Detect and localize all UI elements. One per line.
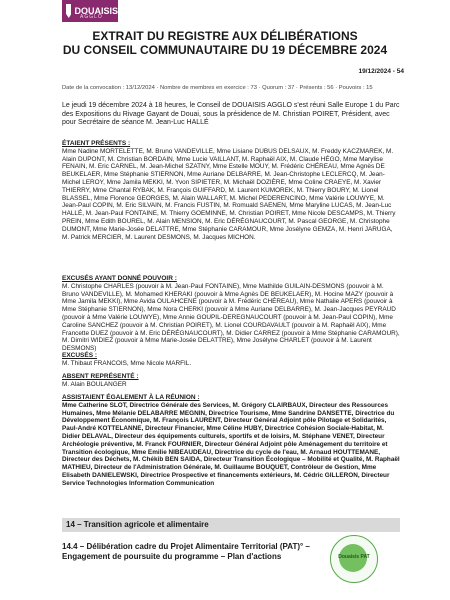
assisting-list: Mme Catherine SLOT, Directrice Générale des Services, M. Grégory CLAIRBAUX, Directeur des Ressources Humaines, Mme Mélanie DELABARRE MEGNIN, Directrice Tourisme, Mme Sandrine DANSETTE, Directrice du Développement Économique, M. François LAURENT, Directeur Général Adjoint pôle Pilotage et Solidarités, Paul-André KOTTELANNE, Directeur Financier, Mme Céline HUBY, Directrice Cohésion Sociale-Habitat, M. Didier DELAVAL, Directeur des équipements culturels, sportifs et de loisirs, M. Stéphane VENET, Directeur Archéologie préventive, M. Franck FOURNIER, Directeur Général Adjoint pôle Aménagement du territoire et Transition écologique, Mme Emilie NIBEAUDEAU, Directrice du cycle de l'eau, M. Arnaud HOUTTEMANE, Directeur des Déchets, M. Chékib BEN SAIDA, Directeur Transition Écologique – Mobilité et Qualité, M. Raphaël MATHIEU, Directeur de l'Administration Générale, M. Guillaume BOUQUET, Contrôleur de Gestion, Mme Elisabeth DANIELEWSKI, Directrice Prospective et financements extérieurs, M. Cédric GILLERON, Directeur Service Technologies Information Communication <box>62 401 400 487</box>
logo-name: DOUAISIS <box>74 5 118 16</box>
pat-badge-icon <box>330 535 378 583</box>
excused-heading: EXCUSÉS : <box>62 352 98 359</box>
assisting-section <box>62 394 400 488</box>
present-heading: ÉTAIENT PRÉSENTS : <box>62 140 131 147</box>
logo-shield-icon <box>66 4 71 18</box>
excused-section <box>62 352 400 368</box>
document-title <box>0 29 450 57</box>
excused-power-section <box>62 275 400 353</box>
present-section <box>62 140 400 241</box>
session-metadata: Date de la convocation : 13/12/2024 · Nombre de membres en exercice : 73 · Quorum : 37 · Présents : 56 · Pouvoirs : 15 <box>62 85 373 91</box>
absent-list: M. Alain BOULANGER <box>62 380 127 388</box>
absent-section <box>62 373 400 389</box>
deliberation-reference: 19/12/2024 - 54 <box>358 68 404 75</box>
title-line-1: EXTRAIT DU REGISTRE AUX DÉLIBÉRATIONS <box>92 29 358 43</box>
present-list: Mme Nadine MORTELETTE, M. Bruno VANDEVILLE, Mme Lisiane DUBUS DELSAUX, M. Freddy KACZMAREK, M. Alain DUPONT, M. Christian BORDAIN, Mme Lucie VAILLANT, M. Raphaël AIX, M. Claude HÉGO, Mme Marylise FENAIN, M. Eric CARNEL, M. Jean-Michel SZATNY, Mme Estelle MOUY, M. Frédéric CHÉREAU, Mme Agnès DE BEUKELAER, Mme Stéphanie STIERNON, Mme Auriane DELBARRE, M. Jean-Christophe LECLERCQ, M. Jean-Michel LEROY, Mme Jamila MEKKI, M. Yvon SIPIETER, M. Michaël DOZIÈRE, Mme Coline CRAEYE, M. Xavier THIERRY, Mme Chantal RYBAK, M. François GUIFFARD, M. Laurent KUMOREK, M. Thierry BOURY, M. Lionel BLASSEL, Mme Florence GEORGES, M. Alain WALLART, M. Michel PEDERENCINO, Mme Valérie LOUWYE, M. Jean-Paul COPIN, M. Eric SILVAIN, M. Francis FUSTIN, M. Romuald SAENEN, Mme Maryline LUCAS, M. Jean-Luc HALLÉ, M. Jean-Paul FONTAINE, M. Thierry GOEMINNE, M. Christian POIRET, Mme Nicole DESCAMPS, M. Thierry PREIN, Mme Edith BOUREL, M. Alain MENSION, M. Eric DÉRÉGNAUCOURT, M. Pascal GEORGE, M. Christophe DUMONT, Mme Marie-Josée DELATTRE, Mme Stéphanie CARAMOUR, Mme Josélyne GEMZA, M. Henri JARUGA, M. Patrick MERCIER, M. Laurent DESMONS, M. Jacques MICHON. <box>62 147 396 241</box>
assisting-heading: ASSISTAIENT ÉGALEMENT À LA RÉUNION : <box>62 394 200 401</box>
badge-text: Douaisis PAT <box>338 554 370 560</box>
excused-power-heading: EXCUSÉS AYANT DONNÉ POUVOIR : <box>62 275 177 282</box>
title-line-2: DU CONSEIL COMMUNAUTAIRE DU 19 DÉCEMBRE 2024 <box>62 43 388 57</box>
excused-power-list: M. Christophe CHARLES (pouvoir à M. Jean-Paul FONTAINE), Mme Mathilde GUILAIN-DESMONS (pouvoir à M. Bruno VANDEVILLE), M. Mohamed KHERAKI (pouvoir à Mme Agnès DE BEUKELAER), M. Hocine MAZY (pouvoir à Mme Jamila MEKKI), Mme Avida OULAHCENE (pouvoir à M. Frédéric CHÉREAU), Mme Nathalie APERS (pouvoir à Mme Stéphanie STIERNON), Mme Nora CHERKI (pouvoir à Mme Auriane DELBARRE), M. Jean-Jacques PEYRAUD (pouvoir à Mme Valérie LOUWYE), Mme Annie GOUPIL-DEREGNAUCOURT (pouvoir à M. Jean-Paul COPIN), Mme Caroline SANCHEZ (pouvoir à M. Christian POIRET), M. Lionel COURDAVAULT (pouvoir à M. Raphaël AIX), Mme Francette DUEZ (pouvoir à M. Eric DÉRÉGNAUCOURT), M. Didier CARREZ (pouvoir à Mme Stéphanie CARAMOUR), M. Dimitri WIDIEZ (pouvoir à Mme Marie-Josée DELATTRE), Mme Josélyne CHARLET (pouvoir à M. Laurent DESMONS) <box>62 282 400 353</box>
absent-heading: ABSENT REPRÉSENTÉ : <box>62 373 139 380</box>
logo-sub: AGGLO <box>80 14 103 20</box>
deliberation-title: 14.4 – Délibération cadre du Projet Alimentaire Territorial (PAT)° – Engagement de poursuite du programme – Plan d'actions <box>62 542 310 561</box>
excused-list: M. Thibaut FRANCOIS, Mme Nicole MARFIL. <box>62 359 192 367</box>
section-header: 14 – Transition agricole et alimentaire <box>62 518 400 532</box>
intro-paragraph: Le jeudi 19 décembre 2024 à 18 heures, le Conseil de DOUAISIS AGGLO s'est réuni Salle Europe 1 du Parc des Expositions du Rivage Gayant de Douai, sous la présidence de M. Christian POIRET, Président, avec pour Secrétaire de séance M. Jean-Luc HALLÉ <box>62 102 400 127</box>
